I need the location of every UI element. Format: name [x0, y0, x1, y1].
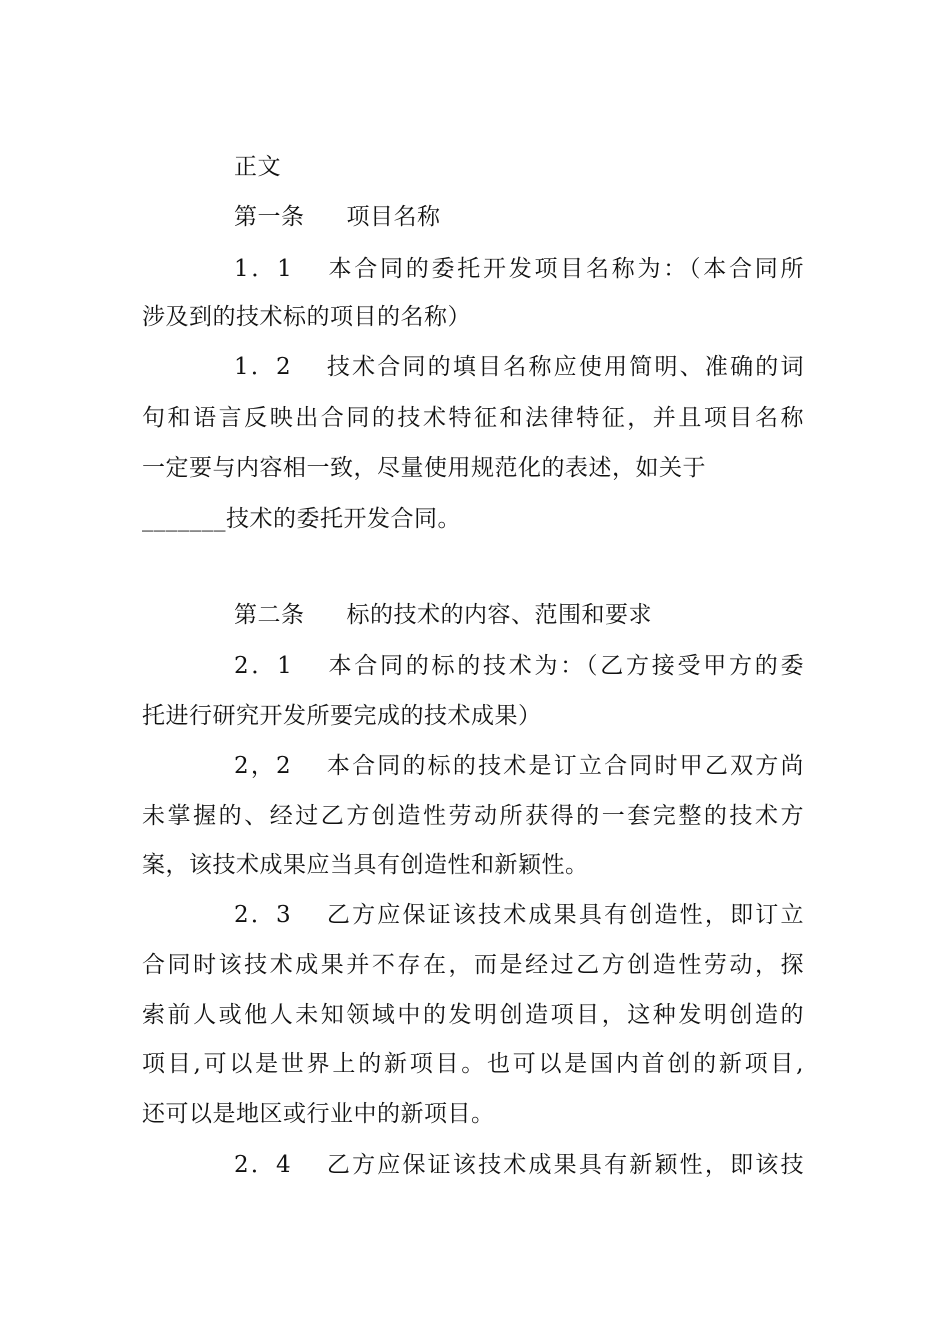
- clause-2-3-line-2: 合同时该技术成果并不存在，而是经过乙方创造性劳动，探: [142, 952, 804, 978]
- clause-2-1-line-2: 托进行研究开发所要完成的技术成果）: [142, 703, 542, 729]
- clause-1-1-number: 1．1: [234, 256, 293, 282]
- clause-1-2-line-4: _______技术的委托开发合同。: [142, 506, 461, 532]
- clause-2-4-line-1: [234, 1150, 804, 1180]
- clause-2-3-number: 2．3: [234, 902, 292, 928]
- clause-2-3-text: 乙方应保证该技术成果具有创造性，即订立: [325, 902, 804, 928]
- clause-2-4-number: 2．4: [234, 1152, 292, 1178]
- clause-2-3-line-5: 还可以是地区或行业中的新项目。: [142, 1101, 495, 1127]
- clause-1-1-line-2: 涉及到的技术标的项目的名称）: [142, 304, 471, 330]
- article-2-heading: [234, 600, 652, 630]
- clause-1-1-line-1: [234, 254, 804, 284]
- clause-2-3-line-4: 项目,可以是世界上的新项目。也可以是国内首创的新项目,: [142, 1051, 804, 1077]
- article-1-title: 项目名称: [346, 204, 441, 230]
- section-heading: 正文: [234, 154, 281, 180]
- clause-2-2-line-3: 案，该技术成果应当具有创造性和新颖性。: [142, 852, 589, 878]
- article-2-title: 标的技术的内容、范围和要求: [346, 602, 652, 628]
- article-1-number: 第一条: [234, 204, 305, 230]
- clause-1-2-line-2: 句和语言反映出合同的技术特征和法律特征，并且项目名称: [142, 405, 804, 431]
- clause-2-2-line-1: [234, 751, 804, 781]
- article-1-heading: [234, 202, 441, 232]
- article-2-number: 第二条: [234, 602, 305, 628]
- clause-1-2-line-1: [234, 352, 804, 382]
- clause-2-1-number: 2．1: [234, 653, 293, 679]
- clause-2-1-line-1: [234, 651, 804, 681]
- clause-1-2-text: 技术合同的填目名称应使用简明、准确的词: [325, 354, 804, 380]
- clause-1-1-text: 本合同的委托开发项目名称为：（本合同所: [326, 256, 804, 282]
- clause-2-2-line-2: 未掌握的、经过乙方创造性劳动所获得的一套完整的技术方: [142, 803, 804, 829]
- clause-2-2-number: 2，2: [234, 753, 292, 779]
- clause-2-3-line-3: 索前人或他人未知领域中的发明创造项目，这种发明创造的: [142, 1002, 804, 1028]
- clause-2-2-text: 本合同的标的技术是订立合同时甲乙双方尚: [325, 753, 804, 779]
- clause-2-3-line-1: [234, 900, 804, 930]
- clause-1-2-number: 1．2: [234, 354, 292, 380]
- clause-2-4-text: 乙方应保证该技术成果具有新颖性，即该技: [325, 1152, 804, 1178]
- clause-2-1-text: 本合同的标的技术为：（乙方接受甲方的委: [326, 653, 804, 679]
- clause-1-2-line-3: 一定要与内容相一致，尽量使用规范化的表述，如关于: [142, 455, 706, 481]
